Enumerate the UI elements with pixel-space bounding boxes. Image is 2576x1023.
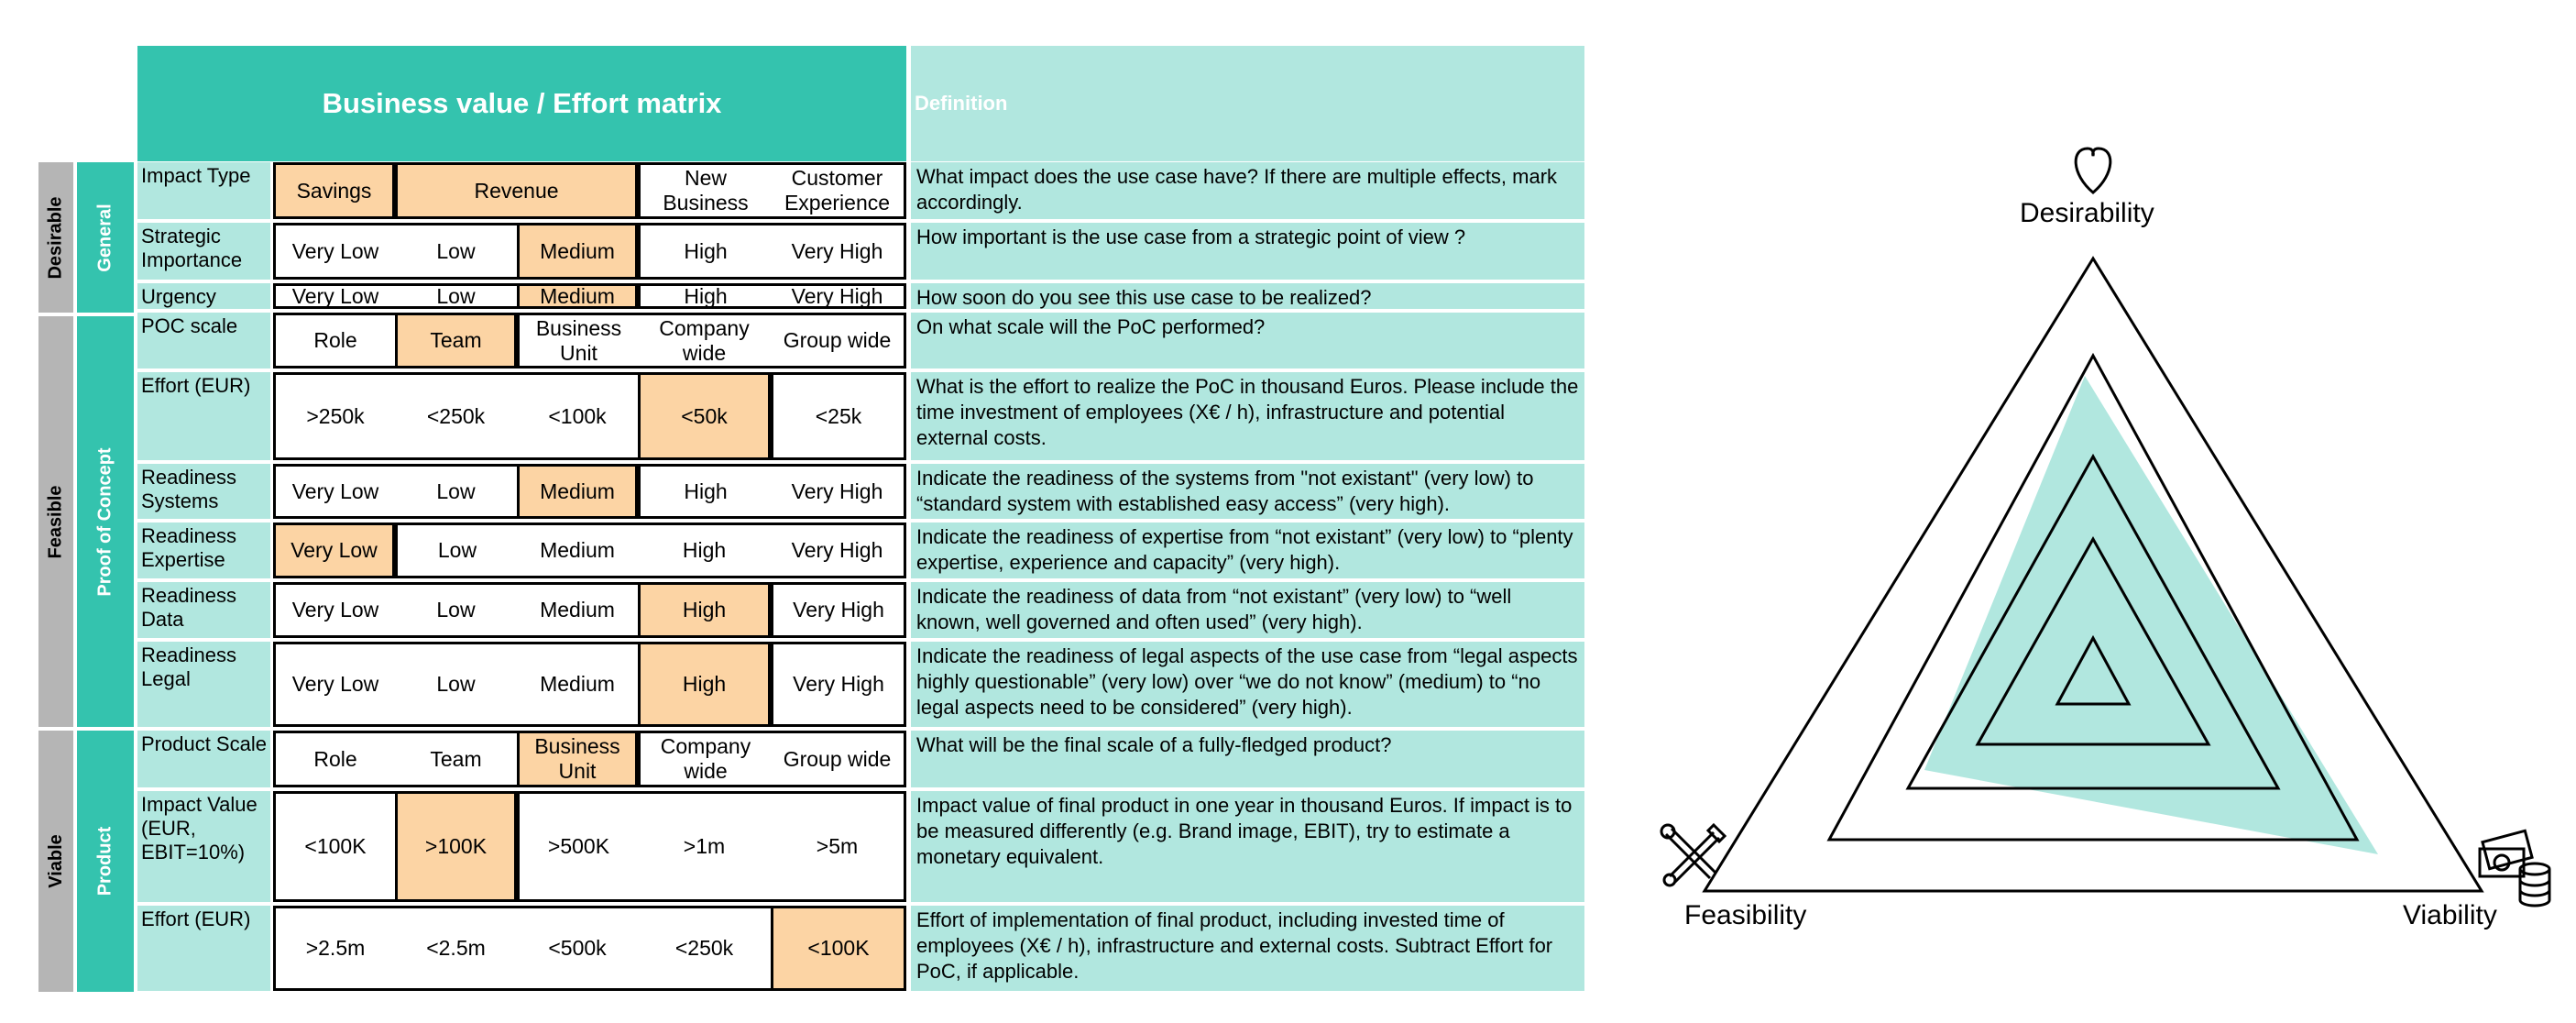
row-label: POC scale <box>137 313 270 368</box>
matrix-cell: >2.5m <box>273 906 395 991</box>
matrix-cell: Customer Experience <box>771 162 906 219</box>
row-definition: How soon do you see this use case to be realized? <box>911 283 1584 309</box>
matrix-cell: Low <box>395 642 517 727</box>
matrix-cell: Business Unit <box>517 731 638 787</box>
row-definition: Indicate the readiness of expertise from “not existant” (very low) to “plenty expertise, experience and capacity” (very high). <box>911 522 1584 578</box>
matrix-cell: Team <box>395 313 517 368</box>
matrix-cell: <250k <box>395 372 517 460</box>
matrix-cell: High <box>638 464 771 519</box>
matrix-cell: Group wide <box>771 731 906 787</box>
matrix-cell: Business Unit <box>517 313 638 368</box>
row-definition: Indicate the readiness of legal aspects of the use case from “legal aspects highly questionable” (very low) over “we do not know” (medium) to “no legal aspects need to be considered” (very high). <box>911 642 1584 727</box>
matrix-cell: Very High <box>771 582 906 638</box>
matrix-cell: Very Low <box>273 223 395 280</box>
matrix-title: Business value / Effort matrix <box>137 46 906 161</box>
matrix-cell: Low <box>395 283 517 309</box>
row-definition: Indicate the readiness of the systems from "not existant" (very low) to “standard system with established easy access” (very high). <box>911 464 1584 519</box>
matrix-cell: Very High <box>771 522 906 578</box>
row-definition: What will be the final scale of a fully-fledged product? <box>911 731 1584 787</box>
group-general: General <box>77 162 134 313</box>
matrix-cell: New Business <box>638 162 771 219</box>
matrix-cell: Very High <box>771 642 906 727</box>
matrix-cell: Very High <box>771 283 906 309</box>
label-viability: Viability <box>2403 900 2497 930</box>
matrix-cell: Medium <box>517 522 638 578</box>
matrix-cell: High <box>638 283 771 309</box>
group-feasible: Feasible <box>38 316 73 727</box>
matrix-cell: Medium <box>517 642 638 727</box>
row-label: Readiness Legal <box>137 642 270 727</box>
row-definition: What is the effort to realize the PoC in thousand Euros. Please include the time investment of employees (X€ / h), infrastructure and potential external costs. <box>911 372 1584 460</box>
matrix-cell: <25k <box>771 372 906 460</box>
row-label: Readiness Systems <box>137 464 270 519</box>
row-label: Strategic Importance <box>137 223 270 280</box>
matrix-cell: Very Low <box>273 464 395 519</box>
matrix-cell: Medium <box>517 582 638 638</box>
matrix-cell: Company wide <box>638 313 771 368</box>
matrix-cell: Low <box>395 223 517 280</box>
matrix-cell: Very Low <box>273 582 395 638</box>
matrix-cell: Low <box>395 464 517 519</box>
matrix-cell: Revenue <box>395 162 638 219</box>
matrix-cell: Medium <box>517 464 638 519</box>
matrix-cell: >1m <box>638 791 771 902</box>
group-viable: Viable <box>38 731 73 992</box>
row-label: Product Scale <box>137 731 270 787</box>
matrix-cell: <100k <box>517 372 638 460</box>
matrix-cell: Role <box>273 313 395 368</box>
label-feasibility: Feasibility <box>1684 900 1807 930</box>
matrix-cell: Role <box>273 731 395 787</box>
assessment-area <box>1924 376 2378 854</box>
row-definition: Impact value of final product in one year in thousand Euros. If impact is to be measured differently (e.g. Brand image, EBIT), try to estimate a monetary equivalent. <box>911 791 1584 902</box>
row-definition: Effort of implementation of final product, including invested time of employees (X€ / h), infrastructure and external costs. Subtract Effort for PoC, if applicable. <box>911 906 1584 991</box>
matrix-cell: High <box>638 223 771 280</box>
matrix-cell: >5m <box>771 791 906 902</box>
definition-header: Definition <box>911 46 1584 161</box>
matrix-cell: Low <box>395 582 517 638</box>
label-desirability: Desirability <box>2020 198 2154 228</box>
tools-icon <box>1661 825 1725 886</box>
matrix-cell: Medium <box>517 223 638 280</box>
matrix-cell: Very Low <box>273 642 395 727</box>
matrix-cell: Very High <box>771 464 906 519</box>
matrix-cell: >100K <box>395 791 517 902</box>
heart-icon <box>2076 148 2110 192</box>
row-label: Effort (EUR) <box>137 372 270 460</box>
matrix-cell: <2.5m <box>395 906 517 991</box>
matrix-cell: Group wide <box>771 313 906 368</box>
group-desirable: Desirable <box>38 162 73 313</box>
matrix-cell: Very High <box>771 223 906 280</box>
row-label: Impact Type <box>137 162 270 219</box>
matrix-cell: <100K <box>771 906 906 991</box>
row-definition: On what scale will the PoC performed? <box>911 313 1584 368</box>
matrix-cell: <50k <box>638 372 771 460</box>
matrix-cell: Medium <box>517 283 638 309</box>
matrix-cell: Low <box>395 522 517 578</box>
triangle-chart <box>1650 128 2557 953</box>
row-definition: Indicate the readiness of data from “not existant” (very low) to “well known, well governed and often used” (very high). <box>911 582 1584 638</box>
matrix-cell: Company wide <box>638 731 771 787</box>
row-label: Effort (EUR) <box>137 906 270 991</box>
matrix-cell: >500K <box>517 791 638 902</box>
group-proof-of-concept: Proof of Concept <box>77 316 134 727</box>
row-definition: How important is the use case from a strategic point of view ? <box>911 223 1584 280</box>
matrix-cell: Very Low <box>273 522 395 578</box>
matrix-cell: High <box>638 522 771 578</box>
matrix-cell: High <box>638 582 771 638</box>
matrix-cell: >250k <box>273 372 395 460</box>
matrix-cell: High <box>638 642 771 727</box>
money-icon <box>2480 830 2549 906</box>
triangle-svg <box>1650 128 2557 953</box>
matrix-cell: <250k <box>638 906 771 991</box>
row-label: Readiness Data <box>137 582 270 638</box>
row-definition: What impact does the use case have? If there are multiple effects, mark accordingly. <box>911 162 1584 219</box>
matrix-cell: Team <box>395 731 517 787</box>
row-label: Impact Value (EUR, EBIT=10%) <box>137 791 270 902</box>
row-label: Urgency <box>137 283 270 309</box>
group-product: Product <box>77 731 134 992</box>
matrix-cell: <100K <box>273 791 395 902</box>
matrix-cell: Very Low <box>273 283 395 309</box>
matrix-cell: Savings <box>273 162 395 219</box>
matrix-cell: <500k <box>517 906 638 991</box>
row-label: Readiness Expertise <box>137 522 270 578</box>
